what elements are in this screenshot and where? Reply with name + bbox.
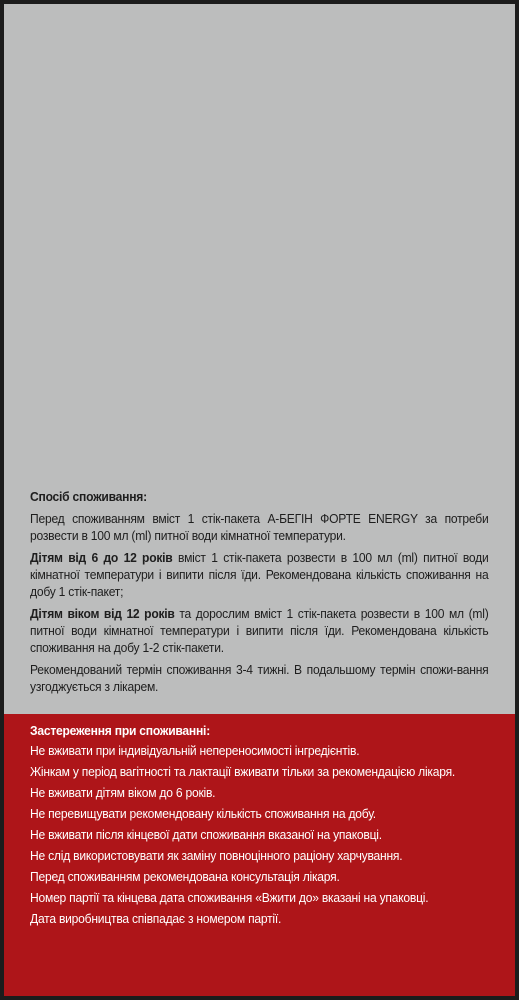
- warning-item: Не вживати після кінцевої дати споживання вказаної на упаковці.: [30, 827, 382, 842]
- warnings-section: [4, 714, 515, 996]
- warning-item: Не перевищувати рекомендовану кількість споживання на добу.: [30, 806, 376, 821]
- usage-text: [30, 488, 488, 695]
- warning-item: Не вживати дітям віком до 6 років.: [30, 785, 216, 800]
- usage-children-6-12-text: вміст 1 стік-пакета розвести в 100 мл (ml) питної води кімнатної температури і випити після їди. Рекомендована кількість споживання на добу 1 стік-пакет;: [30, 550, 489, 599]
- usage-children-6-12: [30, 549, 488, 600]
- warning-item: Не вживати при індивідуальній непереносимості інгредієнтів.: [30, 743, 360, 758]
- usage-term: Рекомендований термін споживання 3-4 тижні. В подальшому термін спожи-вання узгоджується з лікарем.: [30, 662, 489, 694]
- usage-section: [4, 4, 515, 714]
- usage-heading: Спосіб споживання:: [30, 489, 147, 504]
- usage-children-12-bold: Дітям віком від 12 років: [30, 606, 175, 621]
- warnings-list: [30, 742, 488, 927]
- warning-item: Не слід використовувати як заміну повноцінного раціону харчування.: [30, 848, 403, 863]
- warnings-text: [30, 722, 488, 931]
- usage-children-12-text: та дорослим вміст 1 стік-пакета розвести в 100 мл (ml) питної води кімнатної температури і випити після їди. Рекомендована кількість споживання на добу 1-2 стік-пакети.: [30, 606, 489, 655]
- usage-children-12: [30, 605, 488, 656]
- label-panel: [4, 4, 515, 996]
- usage-children-6-12-bold: Дітям від 6 до 12 років: [30, 550, 173, 565]
- warning-item: Жінкам у період вагітності та лактації вживати тільки за рекомендацією лікаря.: [30, 764, 456, 779]
- warning-item: Перед споживанням рекомендована консультація лікаря.: [30, 869, 340, 884]
- warning-item: Номер партії та кінцева дата споживання «Вжити до» вказані на упаковці.: [30, 890, 429, 905]
- warning-item: Дата виробництва співпадає з номером партії.: [30, 911, 282, 926]
- usage-intro: Перед споживанням вміст 1 стік-пакета А-БЕГІН ФОРТЕ ENERGY за потреби розвести в 100 мл (ml) питної води кімнатної температури.: [30, 511, 489, 543]
- warnings-heading: Застереження при споживанні:: [30, 723, 210, 738]
